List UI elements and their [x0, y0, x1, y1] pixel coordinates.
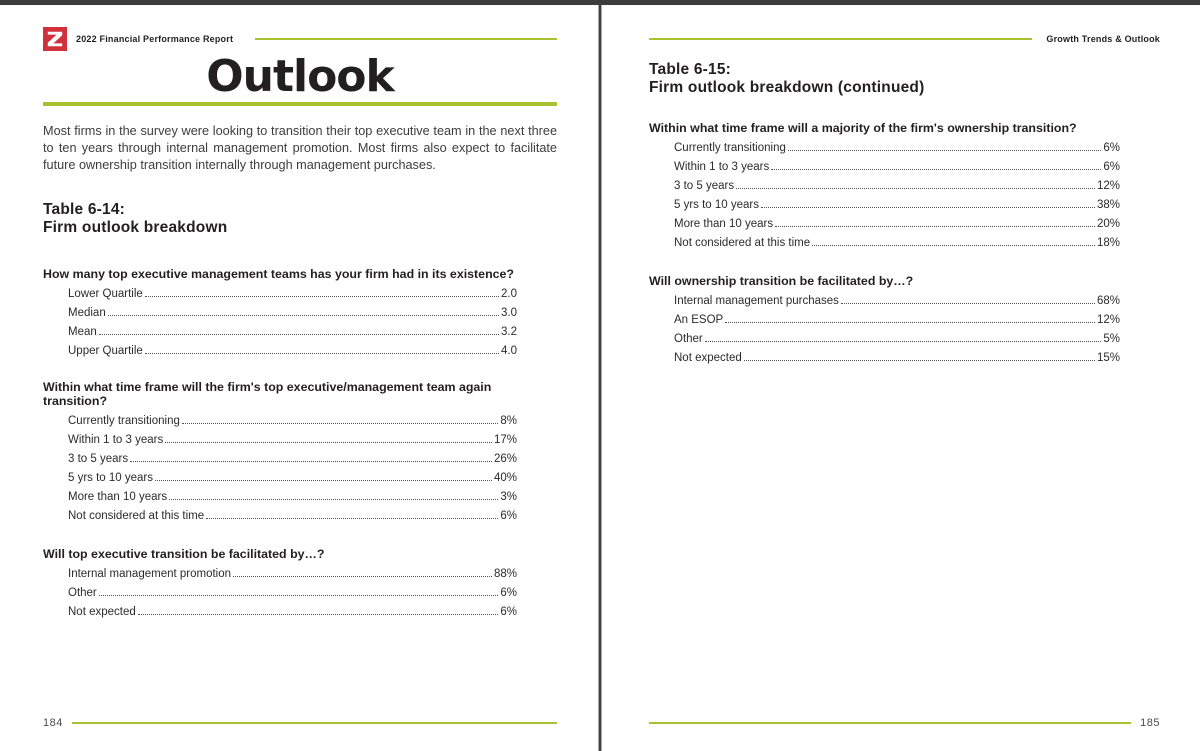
page-gutter-divider [598, 5, 602, 751]
row-value: 18% [1096, 237, 1120, 249]
row-value: 2.0 [501, 288, 517, 301]
row-value: 3% [500, 491, 517, 504]
row-value: 40% [493, 472, 517, 485]
right-page-header [649, 27, 1160, 51]
table-row [674, 295, 1120, 314]
leader-dots [775, 226, 1095, 227]
row-label: 3 to 5 years [68, 453, 129, 466]
row-label: Not considered at this time [68, 510, 205, 523]
table-row [68, 434, 517, 453]
row-label: Mean [68, 326, 97, 339]
row-label: Not expected [674, 352, 742, 364]
leader-dots [705, 341, 1102, 342]
table-row [674, 199, 1120, 218]
table-title-line1: Table 6-14: [43, 201, 126, 219]
leader-dots [130, 461, 492, 462]
table-row [68, 345, 517, 364]
table-row [674, 161, 1120, 180]
leader-dots [233, 576, 492, 577]
row-value: 15% [1096, 352, 1120, 364]
table-row [68, 510, 517, 529]
row-label: Other [674, 333, 703, 345]
question-exec-transition-timeframe: Within what time frame will the firm's top executive/management team again transition? [43, 380, 492, 409]
row-value: 3.2 [501, 326, 517, 339]
row-value: 26% [493, 453, 517, 466]
table-row [68, 491, 517, 510]
table-row [68, 472, 517, 491]
table-row [674, 314, 1120, 333]
row-value: 17% [493, 434, 517, 447]
leader-dots [725, 322, 1095, 323]
table-row [674, 142, 1120, 161]
row-label: Lower Quartile [68, 288, 143, 301]
page-left [0, 5, 598, 751]
row-value: 20% [1096, 218, 1120, 230]
row-label: More than 10 years [68, 491, 168, 504]
leader-dots [841, 303, 1095, 304]
left-page-header [43, 27, 557, 51]
row-value: 8% [500, 415, 517, 428]
table-title-line2: Firm outlook breakdown (continued) [649, 79, 925, 96]
table-row [68, 606, 517, 625]
table-row [674, 333, 1120, 352]
row-value: 6% [1103, 142, 1120, 154]
row-label: More than 10 years [674, 218, 774, 230]
row-value: 6% [500, 510, 517, 523]
leader-dots [99, 595, 499, 596]
left-page-footer [43, 717, 557, 729]
row-label: 5 yrs to 10 years [674, 199, 760, 211]
table-row [68, 453, 517, 472]
row-label: Other [68, 587, 97, 600]
row-label: Upper Quartile [68, 345, 143, 358]
header-rule [649, 38, 1032, 40]
row-label: Median [68, 307, 106, 320]
row-value: 12% [1096, 314, 1120, 326]
intro-paragraph: Most firms in the survey were looking to transition their top executive team in the next three to ten years through internal management promotion. Most firms also expect to facilitate future ownership transition internally through management purchases. [43, 124, 557, 172]
table-row [68, 568, 517, 587]
table-row [674, 352, 1120, 371]
page-number: 184 [43, 717, 63, 729]
table-row [674, 180, 1120, 199]
row-label: 5 yrs to 10 years [68, 472, 154, 485]
row-value: 6% [1103, 161, 1120, 173]
row-label: Internal management promotion [68, 568, 232, 581]
row-value: 38% [1096, 199, 1120, 211]
leader-dots [145, 353, 499, 354]
leader-dots [744, 360, 1095, 361]
right-page-footer [649, 717, 1160, 729]
leader-dots [165, 442, 492, 443]
page-title: Outlook [206, 51, 394, 102]
row-value: 4.0 [501, 345, 517, 358]
question-ownership-transition-timeframe: Within what time frame will a majority of the firm's ownership transition? [649, 121, 1077, 135]
table-title-line1: Table 6-15: [649, 61, 732, 78]
report-name: 2022 Financial Performance Report [76, 34, 234, 44]
row-label: Within 1 to 3 years [674, 161, 770, 173]
row-label: An ESOP [674, 314, 724, 326]
row-value: 6% [500, 587, 517, 600]
leader-dots [736, 188, 1095, 189]
question-exec-teams-count: How many top executive management teams has your firm had in its existence? [43, 267, 514, 282]
table-row [68, 307, 517, 326]
row-label: Currently transitioning [674, 142, 786, 154]
table-row [68, 288, 517, 307]
table-row [674, 237, 1120, 256]
row-label: Internal management purchases [674, 295, 839, 307]
rows-exec-teams-count [68, 288, 517, 364]
table-6-15-title [649, 61, 1160, 97]
row-value: 12% [1096, 180, 1120, 192]
leader-dots [155, 480, 492, 481]
chapter-name: Growth Trends & Outlook [1046, 34, 1160, 44]
table-row [68, 326, 517, 345]
rows-ownership-transition-timeframe [674, 142, 1120, 256]
row-value: 68% [1096, 295, 1120, 307]
page-number: 185 [1140, 717, 1160, 729]
row-label: 3 to 5 years [674, 180, 735, 192]
leader-dots [138, 614, 499, 615]
table-row [68, 587, 517, 606]
leader-dots [812, 245, 1095, 246]
row-value: 6% [500, 606, 517, 619]
row-label: Currently transitioning [68, 415, 180, 428]
table-6-14-title [43, 201, 557, 237]
header-rule [255, 38, 557, 40]
leader-dots [169, 499, 498, 500]
row-value: 5% [1103, 333, 1120, 345]
table-row [674, 218, 1120, 237]
leader-dots [771, 169, 1101, 170]
question-exec-transition-facilitated: Will top executive transition be facilitated by…? [43, 547, 325, 562]
leader-dots [182, 423, 499, 424]
leader-dots [761, 207, 1095, 208]
rows-exec-transition-timeframe [68, 415, 517, 529]
leader-dots [206, 518, 498, 519]
row-value: 3.0 [501, 307, 517, 320]
row-value: 88% [493, 568, 517, 581]
leader-dots [145, 296, 499, 297]
leader-dots [99, 334, 499, 335]
question-ownership-transition-facilitated: Will ownership transition be facilitated by…? [649, 274, 914, 288]
table-title-line2: Firm outlook breakdown [43, 219, 228, 237]
row-label: Within 1 to 3 years [68, 434, 164, 447]
row-label: Not considered at this time [674, 237, 811, 249]
rows-ownership-transition-facilitated [674, 295, 1120, 371]
row-label: Not expected [68, 606, 136, 619]
rows-exec-transition-facilitated [68, 568, 517, 625]
leader-dots [788, 150, 1102, 151]
title-underline-rule [43, 102, 557, 106]
footer-rule [72, 722, 557, 724]
zweig-logo-icon [43, 27, 67, 51]
leader-dots [108, 315, 499, 316]
footer-rule [649, 722, 1131, 724]
page-right [602, 5, 1200, 751]
table-row [68, 415, 517, 434]
